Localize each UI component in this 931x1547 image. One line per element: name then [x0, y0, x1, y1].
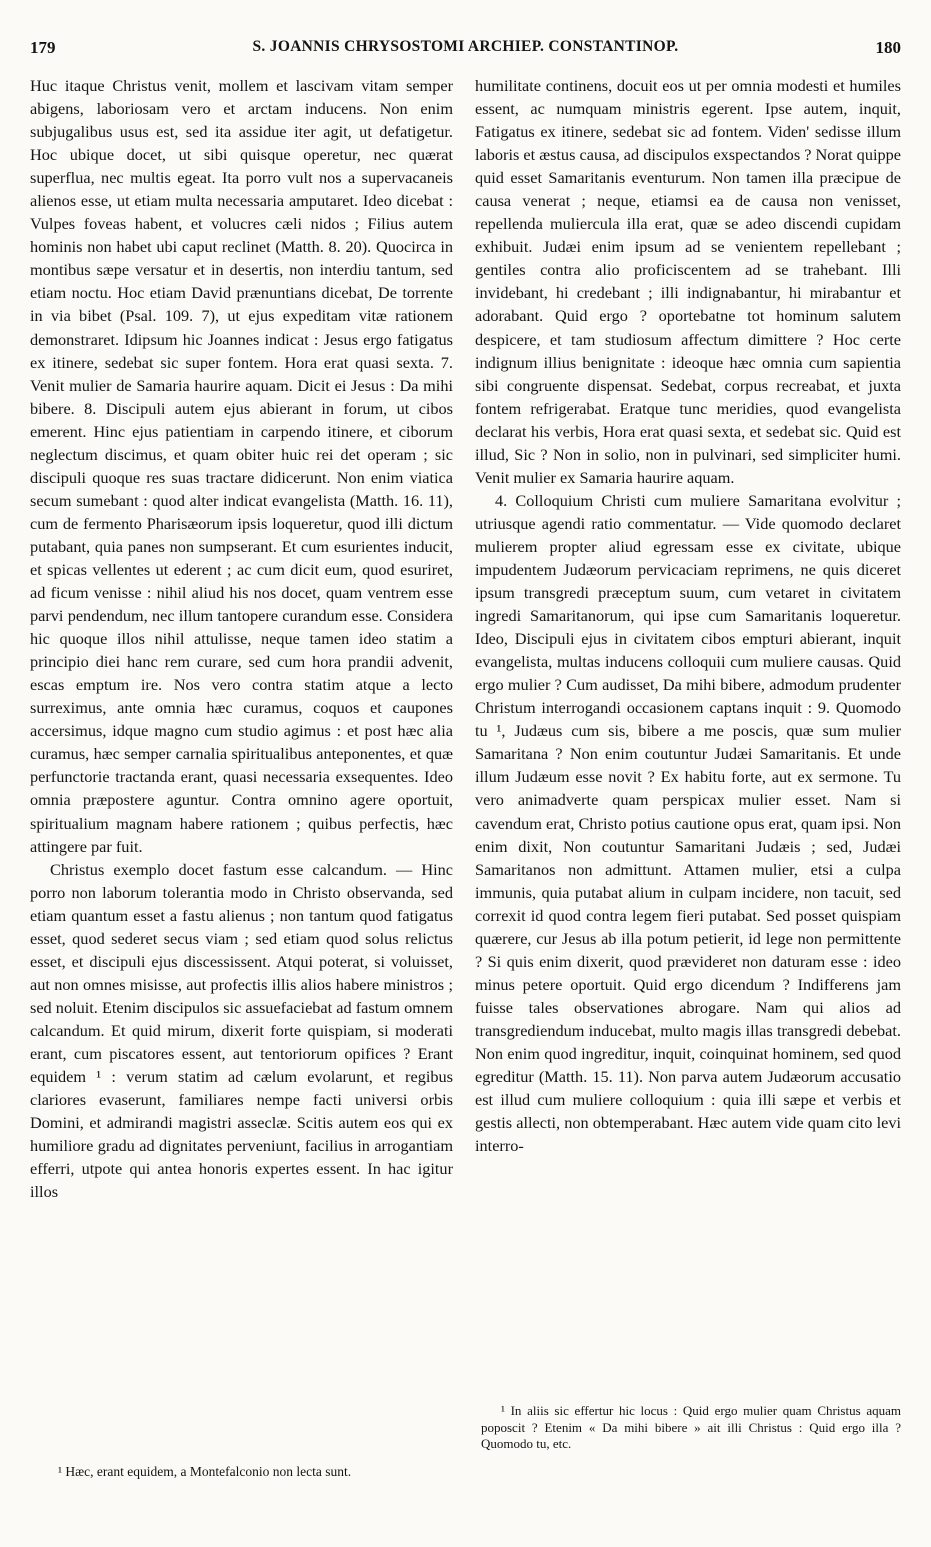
running-title: S. JOANNIS CHRYSOSTOMI ARCHIEP. CONSTANTINOP.	[252, 38, 679, 55]
running-header	[30, 38, 901, 68]
paragraph: Christus exemplo docet fastum esse calcandum. — Hinc porro non laborum tolerantia modo in Christo observanda, sed etiam quantum esset a fastu alienus ; non tantum quod fatigatus esset, quod sederet secus viam ; sed etiam quod solus relictus esset, et discipuli ejus discessissent. Atqui poterat, si voluisset, aut non omnes misisse, aut profectis illis alios habere ministros ; sed noluit. Etenim discipulos sic assuefaciebat ad fastum omnem calcandum. Et quid mirum, dixerit forte quispiam, si moderati erant, cum piscatores essent, aut tentoriorum opifices ? Erant equidem ¹ : verum statim ad cælum evolarunt, et regibus clariores evaserunt, familiares nempe facti universi orbis Domini, et admirandi magistri asseclæ. Scitis autem eos qui ex humiliore gradu ad dignitates perveniunt, facilius in arrogantiam efferri, utpote qui antea honoris expertes essent. In hac igitur illos	[30, 859, 453, 1202]
footnote-text: ¹ In aliis sic effertur hic locus : Quid ergo mulier quam Christus aquam poposcit ? Etenim « Da mihi bibere » ait illi Christus : Quid ergo illa ? Quomodo tu, etc.	[481, 1403, 901, 1451]
footnote-right	[481, 1403, 901, 1453]
paragraph: humilitate continens, docuit eos ut per omnia modesti et humiles essent, ac numquam ministris egerent. Ipse autem, inquit, Fatigatus ex itinere, sedebat sic ad fontem. Viden' sedisse illum laboris et æstus causa, ad discipulos exspectandos ? Norat quippe quid esset Samaritanis eventurum. Non tamen illa præcipue de causa venerat ; neque, etiamsi ea de causa non venisset, repellenda muliercula illa erat, quæ se adeo discendi cupidam exhibuit. Judæi enim ipsum ad se venientem repellebant ; gentiles contra alio proficiscentem ad se trahebant. Illi invidebant, hi credebant ; illi indignabantur, hi mirabantur et adorabant. Quid ergo ? oportebatne tot hominum salutem despicere, et tam studiosum affectum dimittere ? Hoc certe indignum illius benignitate : ideoque hæc omnia cum sapientia sibi congruente dispensat. Sedebat, corpus recreabat, et juxta fontem refrigerabat. Eratque tunc meridies, quod evangelista declarat his verbis, Hora erat quasi sexta, et sedebat sic. Quid est illud, Sic ? Non in solio, non in pulvinari, sed simpliciter humi. Venit mulier ex Samaria haurire aquam.	[475, 76, 901, 487]
page-number-left: 179	[30, 38, 56, 57]
right-column	[475, 74, 901, 1454]
paragraph: Huc itaque Christus venit, mollem et lascivam vitam semper abigens, laboriosam vero et arctam inducens. Non enim subjugalibus usus est, sed ita assidue iter agit, ut defatigetur. Hoc ubique docet, ut sibi quisque operetur, nec quærat superflua, nec multis egeat. Ita porro vult nos a supervacaneis alienos esse, ut etiam multa necessaria amputaret. Ideo dicebat : Vulpes foveas habent, et volucres cæli nidos ; Filius autem hominis non habet ubi caput reclinet (Matth. 8. 20). Quocirca in montibus sæpe versatur et in desertis, non interdiu tantum, sed etiam noctu. Hoc etiam David prænuntians dicebat, De torrente in via bibet (Psal. 109. 7), ut ejus expeditam vitæ rationem demonstraret. Idipsum hic Joannes indicat : Jesus ergo fatigatus ex itinere, sedebat sic super fontem. Hora erat quasi sexta. 7. Venit mulier de Samaria haurire aquam. Dicit ei Jesus : Da mihi bibere. 8. Discipuli autem ejus abierant in forum, ut cibos emerent. Hinc ejus patientiam in carpendo itinere, et ciborum neglectum discimus, et quam obiter huic rei det operam ; sic discipuli quoque res suas tractare didicerunt. Non enim viatica secum sumebant : quod alter indicat evangelista (Matth. 16. 11), cum de fermento Pharisæorum ipsis loqueretur, quod illi dictum putabant, quia panes non sumpserant. Et cum esurientes inducit, et spicas vellentes ut ederent ; ac cum dicit eum, quod esuriret, ad ficum venisse : nihil aliud his nos docet, quam ventrem esse parvi pendendum, nec illum tantopere curandum esse. Considera hic quoque illos nihil attulisse, neque tamen ideo statim a principio diei hanc rem curare, sed cum hora prandii advenit, escas emptum ire. Nos vero contra statim atque a lecto surreximus, ante omnia hæc curamus, coquos et caupones accersimus, idque magno cum studio agimus : et post hæc alia curamus, hæc semper carnalia spiritualibus anteponentes, et quæ perfunctorie tractanda erant, quasi necessaria exsequentes. Ideo omnia præpostere aguntur. Contra omnino agere oportuit, spiritualium magnam habere rationem ; quibus perfectis, hæc attingere par fuit.	[30, 76, 453, 856]
paragraph: 4. Colloquium Christi cum muliere Samaritana evolvitur ; utriusque agendi ratio commentatur. — Vide quomodo declaret mulierem propter aliud egressam esse ex civitate, ubique impudentem Judæorum pervicaciam reprimens, ne quis diceret ipsum transgredi præceptum suum, cum vetaret in civitatem ingredi Samaritanorum, qui ipse cum Samaritanis loqueretur. Ideo, Discipuli ejus in civitatem cibos empturi abierant, inquit evangelista, multas inducens colloquii cum muliere causas. Quid ergo mulier ? Cum audisset, Da mihi bibere, admodum prudenter Christum interrogandi occasionem captans inquit : 9. Quomodo tu ¹, Judæus cum sis, bibere a me poscis, quæ sum mulier Samaritana ? Non enim coutuntur Judæi Samaritanis. Et unde illum Judæum esse novit ? Ex habitu forte, aut ex sermone. Tu vero animadverte quam perspicax mulier esset. Nam si cavendum erat, Christo potius cautione opus erat, quam ipsi. Non enim dixit, Non coutuntur Samaritani Judæis ; sed, Judæi Samaritanos non admittunt. Attamen mulier, etsi a culpa immunis, quia putabat alium in culpam incidere, non tacuit, sed correxit id quod contra legem fieri putabat. Sed posset quispiam quærere, cur Jesus ab illa potum petierit, id lege non permittente ? Si quis enim dixerit, quod prævideret non daturam esse : ideo minus petere oportuit. Quid ergo dicendum ? Indifferens jam fuisse tales observationes abrogare. Nam qui alios ad transgrediendum inducebat, multo magis illas transgredi debebat. Non enim quod ingreditur, inquit, coinquinat hominem, sed quod egreditur (Matth. 15. 11). Non parva autem Judæorum accusatio est illud cum muliere colloquium : quia illi sæpe et verbis et gestis allecti, non obtemperabant. Hæc autem vide quam cito levi interro-	[475, 490, 901, 1156]
page-number-right: 180	[875, 38, 901, 57]
footnote-left: ¹ Hæc, erant equidem, a Montefalconio non lecta sunt.	[58, 1464, 352, 1479]
left-column	[30, 74, 453, 1454]
